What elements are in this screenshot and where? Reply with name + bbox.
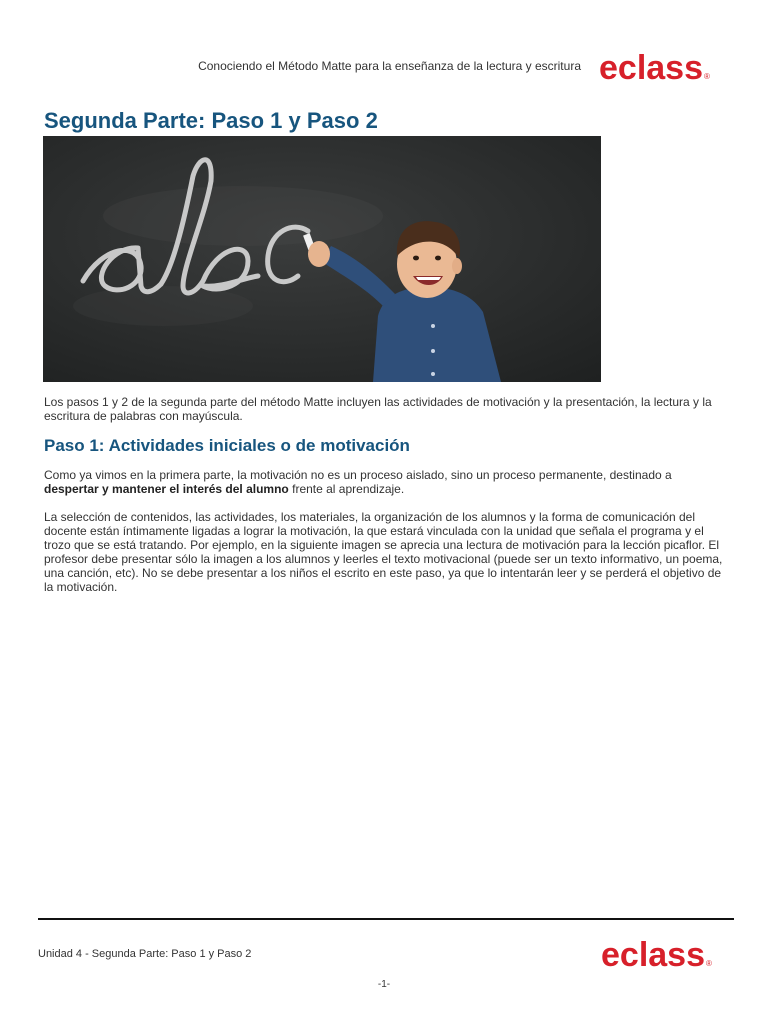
registered-mark: ® bbox=[704, 72, 710, 81]
motivation-text-bold: despertar y mantener el interés del alumno bbox=[44, 482, 289, 496]
chalkboard-illustration bbox=[43, 136, 601, 382]
footer-logo-wordmark: eclass bbox=[601, 936, 705, 974]
footer-unit-label: Unidad 4 - Segunda Parte: Paso 1 y Paso 2 bbox=[38, 948, 252, 960]
motivation-paragraph bbox=[44, 468, 730, 496]
page-title: Segunda Parte: Paso 1 y Paso 2 bbox=[44, 108, 378, 133]
eclass-logo bbox=[599, 48, 710, 97]
footer-registered-mark: ® bbox=[706, 959, 712, 968]
header-course-title: Conociendo el Método Matte para la enseñanza de la lectura y escritura bbox=[198, 59, 581, 73]
selection-paragraph: La selección de contenidos, las actividades, los materiales, la organización de los alumnos y la forma de comunicación del docente están íntimamente ligadas a lograr la motivación, la que estará vinculada con la unidad que señala el programa y el trozo que se está tratando. Por ejemplo, en la siguiente imagen se aprecia una lectura de motivación para la lección picaflor. El profesor debe presentar sólo la imagen a los alumnos y leerles el texto motivacional (puede ser un texto informativo, un poema, una canción, etc). No se debe presentar a los niños el escrito en este paso, ya que lo intentarán leer y se perderá el objetivo de la motivación. bbox=[44, 510, 723, 594]
motivation-text-before: Como ya vimos en la primera parte, la motivación no es un proceso aislado, sino un proceso permanente, destinado a bbox=[44, 468, 672, 482]
footer-divider bbox=[38, 918, 734, 920]
motivation-text-after: frente al aprendizaje. bbox=[292, 482, 405, 496]
logo-wordmark: eclass bbox=[599, 49, 703, 87]
footer-eclass-logo bbox=[601, 935, 712, 984]
intro-paragraph: Los pasos 1 y 2 de la segunda parte del método Matte incluyen las actividades de motivación y la presentación, la lectura y la escritura de palabras con mayúscula. bbox=[44, 395, 712, 423]
page-number: -1- bbox=[377, 979, 391, 990]
chalkboard-boy-image bbox=[43, 136, 601, 382]
section-heading-paso-1: Paso 1: Actividades iniciales o de motivación bbox=[44, 436, 410, 455]
